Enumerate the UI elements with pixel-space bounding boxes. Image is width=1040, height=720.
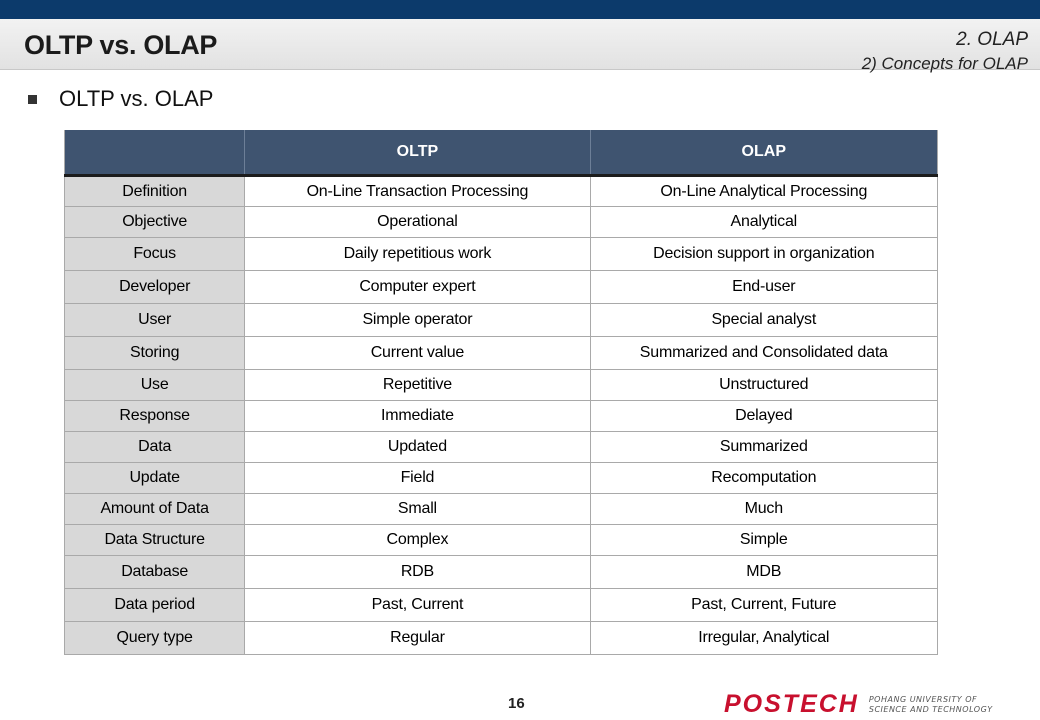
top-accent-bar xyxy=(0,0,1040,19)
row-label: User xyxy=(65,304,245,337)
row-label: Amount of Data xyxy=(65,494,245,525)
row-label: Update xyxy=(65,463,245,494)
oltp-cell: Past, Current xyxy=(245,589,590,622)
table-row xyxy=(65,622,938,655)
row-label: Database xyxy=(65,556,245,589)
olap-cell: Delayed xyxy=(590,401,937,432)
oltp-cell: Updated xyxy=(245,432,590,463)
table-row xyxy=(65,401,938,432)
header-cell-oltp: OLTP xyxy=(245,130,590,176)
olap-cell: Much xyxy=(590,494,937,525)
table-row xyxy=(65,207,938,238)
section-label: 2. OLAP xyxy=(956,29,1028,50)
oltp-cell: Field xyxy=(245,463,590,494)
oltp-cell: Daily repetitious work xyxy=(245,238,590,271)
bullet-line xyxy=(28,86,213,112)
olap-cell: Unstructured xyxy=(590,370,937,401)
logo-subtitle xyxy=(869,695,993,715)
oltp-cell: Computer expert xyxy=(245,271,590,304)
table-row xyxy=(65,304,938,337)
row-label: Data Structure xyxy=(65,525,245,556)
oltp-cell: On-Line Transaction Processing xyxy=(245,176,590,207)
square-bullet-icon xyxy=(28,95,37,104)
olap-cell: MDB xyxy=(590,556,937,589)
oltp-cell: Current value xyxy=(245,337,590,370)
table-row xyxy=(65,238,938,271)
row-label: Focus xyxy=(65,238,245,271)
olap-cell: Irregular, Analytical xyxy=(590,622,937,655)
postech-logo xyxy=(724,690,993,719)
row-label: Query type xyxy=(65,622,245,655)
table-row xyxy=(65,463,938,494)
table-row xyxy=(65,432,938,463)
row-label: Response xyxy=(65,401,245,432)
oltp-cell: Simple operator xyxy=(245,304,590,337)
comparison-table xyxy=(64,130,938,655)
olap-cell: Summarized xyxy=(590,432,937,463)
oltp-cell: Regular xyxy=(245,622,590,655)
slide-title: OLTP vs. OLAP xyxy=(24,30,218,60)
table-row xyxy=(65,525,938,556)
olap-cell: Analytical xyxy=(590,207,937,238)
olap-cell: Recomputation xyxy=(590,463,937,494)
subsection-label: 2) Concepts for OLAP xyxy=(861,54,1028,73)
oltp-cell: Repetitive xyxy=(245,370,590,401)
table-row xyxy=(65,556,938,589)
bullet-text: OLTP vs. OLAP xyxy=(59,86,214,111)
row-label: Data xyxy=(65,432,245,463)
oltp-cell: Small xyxy=(245,494,590,525)
section-reference xyxy=(862,28,1028,76)
olap-cell: Simple xyxy=(590,525,937,556)
table-header-row xyxy=(65,130,938,176)
olap-cell: On-Line Analytical Processing xyxy=(590,176,937,207)
row-label: Use xyxy=(65,370,245,401)
row-label: Objective xyxy=(65,207,245,238)
row-label: Storing xyxy=(65,337,245,370)
row-label: Definition xyxy=(65,176,245,207)
olap-cell: Past, Current, Future xyxy=(590,589,937,622)
table-row xyxy=(65,337,938,370)
olap-cell: Special analyst xyxy=(590,304,937,337)
olap-cell: Summarized and Consolidated data xyxy=(590,337,937,370)
table-row xyxy=(65,589,938,622)
logo-wordmark: POSTECH xyxy=(724,690,859,718)
olap-cell: Decision support in organization xyxy=(590,238,937,271)
table-row xyxy=(65,271,938,304)
logo-subtitle-line1: POHANG UNIVERSITY OF xyxy=(868,694,978,704)
row-label: Data period xyxy=(65,589,245,622)
olap-cell: End-user xyxy=(590,271,937,304)
page-number: 16 xyxy=(508,695,525,712)
logo-subtitle-line2: SCIENCE AND TECHNOLOGY xyxy=(868,704,993,714)
table-row xyxy=(65,176,938,207)
oltp-cell: RDB xyxy=(245,556,590,589)
header-cell-olap: OLAP xyxy=(590,130,937,176)
table-body xyxy=(65,176,938,655)
oltp-cell: Immediate xyxy=(245,401,590,432)
table-row xyxy=(65,370,938,401)
header-cell-blank xyxy=(65,130,245,176)
row-label: Developer xyxy=(65,271,245,304)
oltp-cell: Operational xyxy=(245,207,590,238)
table-row xyxy=(65,494,938,525)
oltp-cell: Complex xyxy=(245,525,590,556)
